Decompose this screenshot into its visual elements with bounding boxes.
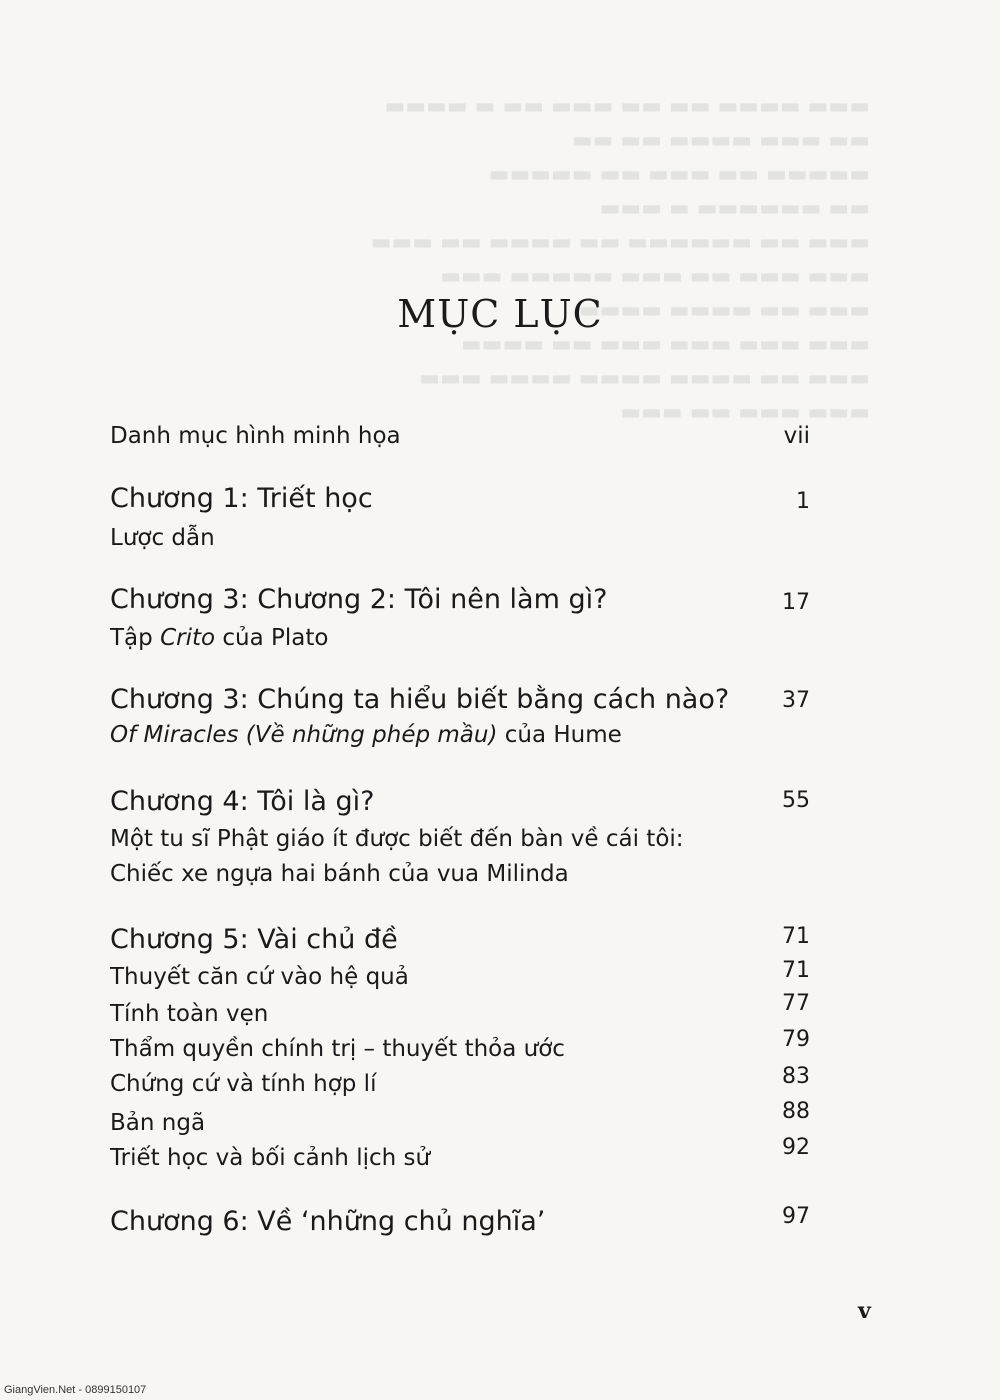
toc-chapter-label: Chương 3: Chương 2: Tôi nên làm gì? xyxy=(110,584,608,615)
toc-chapter-label: Chương 1: Triết học xyxy=(110,483,373,514)
toc-chapter-page: 55 xyxy=(782,788,810,813)
toc-chapter-1 xyxy=(110,483,810,514)
toc-subentry xyxy=(110,722,810,748)
toc-subentry-label: Chứng cứ và tính hợp lí xyxy=(110,1071,377,1097)
toc-chapter-label: Chương 4: Tôi là gì? xyxy=(110,786,375,817)
toc-subentry-label: Triết học và bối cảnh lịch sử xyxy=(110,1145,431,1171)
toc-subentry xyxy=(110,625,810,651)
toc-subentry xyxy=(110,1099,810,1136)
toc-entry-page: vii xyxy=(783,423,810,449)
toc-subentry-label: Một tu sĩ Phật giáo ít được biết đến bàn về cái tôi: xyxy=(110,826,684,852)
toc-chapter-page: 97 xyxy=(782,1204,810,1229)
toc-subentry-label: Lược dẫn xyxy=(110,525,215,551)
toc-chapter-page: 37 xyxy=(782,688,810,713)
bleed-through-texture: ▬▬▬▬ ▬ ▬▬ ▬▬▬ ▬▬ ▬▬ ▬▬▬▬ ▬▬▬ ▬▬ ▬▬ ▬▬▬▬ ▬▬▬ ▬▬ ▬▬▬▬▬ ▬▬ ▬▬▬ ▬▬ ▬▬▬▬▬ ▬▬▬ ▬ ▬▬▬▬▬▬ ▬▬ ▬▬▬ ▬▬ ▬▬▬▬ ▬▬ ▬▬▬▬▬▬ ▬▬ ▬▬▬ ▬▬▬ ▬▬▬▬▬ ▬▬▬ ▬▬ ▬▬▬ ▬▬▬ ▬▬▬▬ ▬▬▬▬ ▬▬ ▬▬▬ ▬▬▬▬ ▬▬ ▬▬▬ ▬▬▬ ▬▬▬ ▬▬▬ ▬▬▬ ▬▬▬▬ ▬▬▬▬ ▬▬▬▬ ▬▬ ▬▬▬ ▬▬▬ ▬▬ ▬▬▬ ▬▬▬ xyxy=(370,94,870,425)
toc-subentry-page: 92 xyxy=(782,1135,810,1160)
toc-subentry-page: 83 xyxy=(782,1064,810,1089)
toc-entry-label: Danh mục hình minh họa xyxy=(110,423,401,449)
page-title: MỤC LỤC xyxy=(397,292,603,336)
toc-subentry-label: Bản ngã xyxy=(110,1110,206,1136)
toc-subentry xyxy=(110,525,810,551)
toc-subentry-page: 71 xyxy=(782,958,810,983)
toc-subentry-label: Tính toàn vẹn xyxy=(110,1001,269,1027)
toc-subentry xyxy=(110,1135,810,1171)
toc-chapter-label: Chương 6: Về ‘những chủ nghĩa’ xyxy=(110,1206,546,1237)
toc-subentry-prefix: Tập xyxy=(110,625,161,651)
toc-chapter-5 xyxy=(110,924,810,955)
toc-chapter-page: 71 xyxy=(782,924,810,949)
toc-chapter-2 xyxy=(110,584,810,615)
toc-subentry xyxy=(110,826,810,852)
toc-subentry xyxy=(110,958,810,990)
toc-subentry-title: Of Miracles (Về những phép mầu) xyxy=(110,722,498,748)
toc-subentry-suffix: của Plato xyxy=(215,625,329,651)
toc-subentry xyxy=(110,1027,810,1062)
toc-subentry-label: Thẩm quyền chính trị – thuyết thỏa ước xyxy=(110,1036,565,1062)
toc-subentry-label: Chiếc xe ngựa hai bánh của vua Milinda xyxy=(110,861,569,887)
toc-chapter-label: Chương 3: Chúng ta hiểu biết bằng cách nào? xyxy=(110,684,730,715)
toc-subentry xyxy=(110,861,810,887)
toc-chapter-6 xyxy=(110,1206,810,1237)
watermark: GiangVien.Net - 0899150107 xyxy=(4,1384,147,1396)
toc-subentry-page: 77 xyxy=(782,991,810,1016)
page-number: v xyxy=(858,1298,871,1324)
toc-chapter-label: Chương 5: Vài chủ đề xyxy=(110,924,398,955)
toc-subentry xyxy=(110,1064,810,1097)
toc-subentry-page: 79 xyxy=(782,1027,810,1052)
toc-entry-front xyxy=(110,423,810,449)
toc-chapter-4 xyxy=(110,786,810,817)
toc-chapter-page: 17 xyxy=(782,590,810,615)
toc-subentry-suffix: của Hume xyxy=(497,722,622,748)
toc-subentry xyxy=(110,991,810,1027)
toc-subentry-page: 88 xyxy=(782,1099,810,1124)
toc-subentry-label: Thuyết căn cứ vào hệ quả xyxy=(110,964,409,990)
toc-chapter-3 xyxy=(110,684,810,715)
toc-chapter-page: 1 xyxy=(796,489,810,514)
toc-subentry-title: Crito xyxy=(160,625,216,651)
